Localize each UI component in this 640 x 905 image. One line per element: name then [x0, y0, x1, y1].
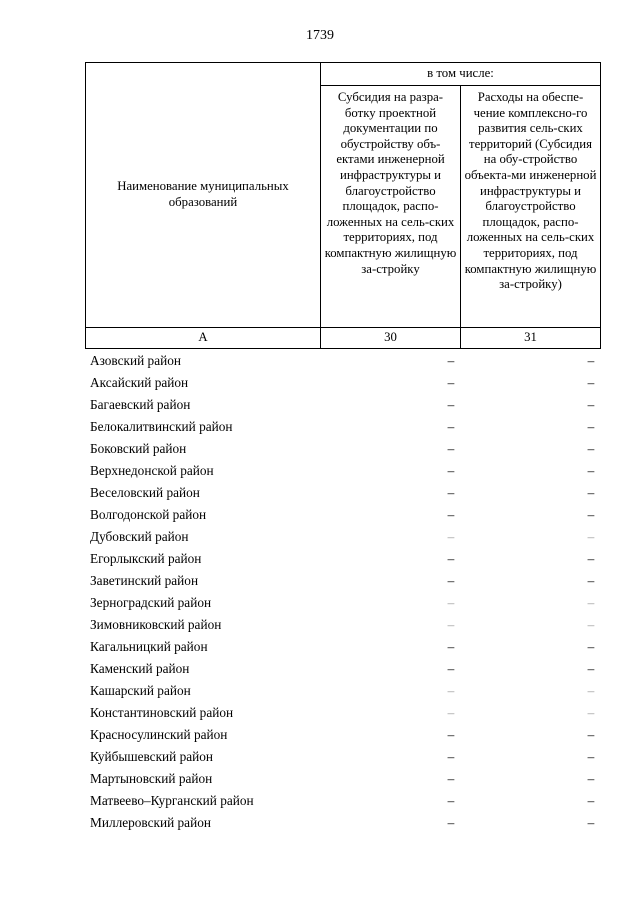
column-label-a: А — [86, 328, 321, 349]
table-row — [90, 658, 600, 680]
row-value-31: – — [587, 661, 595, 676]
table-row — [90, 504, 600, 526]
table-row — [90, 702, 600, 724]
table-header — [85, 62, 601, 349]
row-value-30: – — [447, 661, 455, 676]
row-value-31: – — [587, 353, 595, 368]
header-group-label: в том числе: — [321, 63, 601, 86]
row-value-30: – — [447, 529, 455, 544]
table-row — [90, 790, 600, 812]
row-value-30: – — [447, 617, 455, 632]
row-value-30: – — [447, 771, 455, 786]
row-value-31: – — [587, 463, 595, 478]
row-name: Матвеево–Курганский район — [90, 793, 254, 808]
row-value-31: – — [587, 551, 595, 566]
header-name-column: Наименование муниципальных образований — [86, 63, 321, 328]
row-value-30: – — [447, 375, 455, 390]
table-row — [90, 768, 600, 790]
row-value-31: – — [587, 397, 595, 412]
table-row — [90, 350, 600, 372]
row-value-30: – — [447, 639, 455, 654]
row-name: Багаевский район — [90, 397, 191, 412]
row-value-31: – — [587, 771, 595, 786]
row-name: Дубовский район — [90, 529, 189, 544]
row-value-30: – — [447, 485, 455, 500]
row-name: Волгодонской район — [90, 507, 207, 522]
row-value-30: – — [447, 727, 455, 742]
row-name: Зерноградский район — [90, 595, 212, 610]
table-row — [90, 416, 600, 438]
row-value-31: – — [587, 727, 595, 742]
row-name: Верхнедонской район — [90, 463, 214, 478]
table-row — [90, 548, 600, 570]
row-name: Веселовский район — [90, 485, 200, 500]
row-value-30: – — [447, 441, 455, 456]
row-value-31: – — [587, 419, 595, 434]
header-column-30: Субсидия на разра-ботку проектной документации по обустройству объ-ектами инженерной инфраструктуры и благоустройство площадок, распо-ложенных на сель-ских территориях, под компактную жилищную за-стройку — [321, 86, 461, 328]
row-name: Егорлыкский район — [90, 551, 202, 566]
table-row — [90, 812, 600, 834]
row-name: Боковский район — [90, 441, 187, 456]
row-name: Миллеровский район — [90, 815, 211, 830]
row-value-30: – — [447, 595, 455, 610]
row-value-31: – — [587, 683, 595, 698]
row-value-31: – — [587, 441, 595, 456]
table-row — [90, 746, 600, 768]
row-value-31: – — [587, 573, 595, 588]
row-value-30: – — [447, 551, 455, 566]
table-row — [90, 438, 600, 460]
table-row — [90, 614, 600, 636]
row-value-31: – — [587, 639, 595, 654]
row-value-31: – — [587, 749, 595, 764]
row-value-30: – — [447, 683, 455, 698]
table-row — [90, 570, 600, 592]
row-value-30: – — [447, 463, 455, 478]
row-name: Кагальницкий район — [90, 639, 208, 654]
table-row — [90, 724, 600, 746]
row-value-30: – — [447, 397, 455, 412]
row-value-30: – — [447, 815, 455, 830]
row-name: Константиновский район — [90, 705, 234, 720]
column-label-30: 30 — [321, 328, 461, 349]
table-row — [90, 482, 600, 504]
row-name: Зимовниковский район — [90, 617, 222, 632]
row-value-30: – — [447, 793, 455, 808]
row-name: Заветинский район — [90, 573, 199, 588]
row-name: Азовский район — [90, 353, 181, 368]
row-name: Аксайский район — [90, 375, 189, 390]
table-row — [90, 680, 600, 702]
row-name: Каменский район — [90, 661, 190, 676]
column-label-31: 31 — [461, 328, 601, 349]
table-row — [90, 394, 600, 416]
row-name: Красносулинский район — [90, 727, 228, 742]
row-value-31: – — [587, 705, 595, 720]
row-name: Белокалитвинский район — [90, 419, 233, 434]
row-value-31: – — [587, 595, 595, 610]
header-column-31: Расходы на обеспе-чение комплексно-го развития сель-ских территорий (Субсидия на обу-стройство объекта-ми инженерной инфраструктуры и благоустройство площадок, распо-ложенных на сель-ских территориях, под компактную жилищную за-стройку) — [461, 86, 601, 328]
page-number: 1739 — [306, 28, 334, 43]
row-value-30: – — [447, 573, 455, 588]
table-row — [90, 372, 600, 394]
table-row — [90, 460, 600, 482]
row-name: Куйбышевский район — [90, 749, 214, 764]
row-value-31: – — [587, 375, 595, 390]
row-value-31: – — [587, 815, 595, 830]
row-value-31: – — [587, 529, 595, 544]
row-value-31: – — [587, 507, 595, 522]
row-value-31: – — [587, 617, 595, 632]
row-value-30: – — [447, 353, 455, 368]
table-row — [90, 526, 600, 548]
row-name: Кашарский район — [90, 683, 191, 698]
row-value-30: – — [447, 419, 455, 434]
row-value-30: – — [447, 749, 455, 764]
table-row — [90, 592, 600, 614]
row-value-31: – — [587, 793, 595, 808]
table-row — [90, 636, 600, 658]
row-value-31: – — [587, 485, 595, 500]
row-value-30: – — [447, 507, 455, 522]
row-value-30: – — [447, 705, 455, 720]
row-name: Мартыновский район — [90, 771, 213, 786]
table-body — [90, 350, 600, 834]
